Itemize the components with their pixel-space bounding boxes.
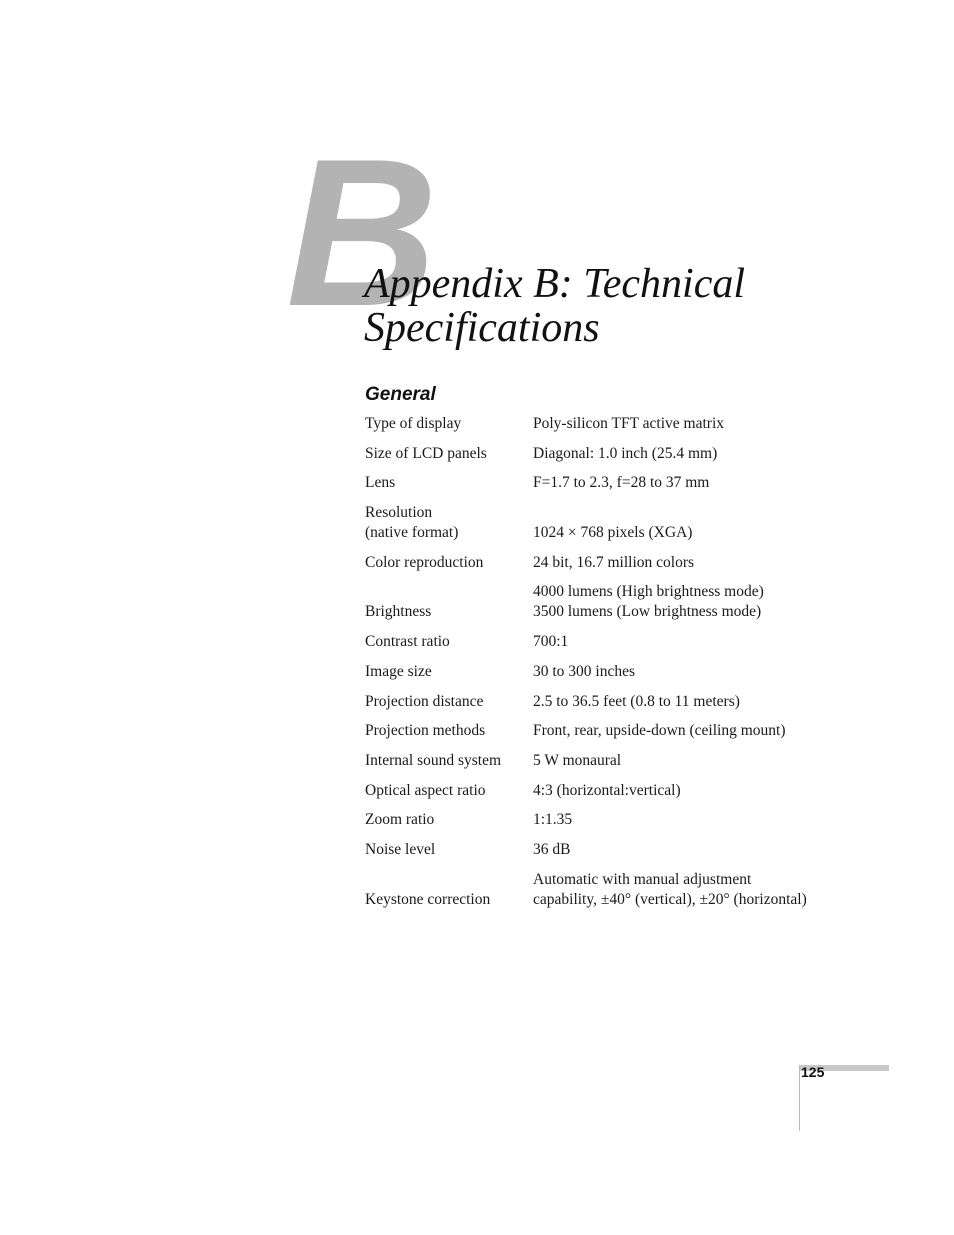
spec-value-line: 24 bit, 16.7 million colors — [533, 553, 695, 571]
spec-label-line: Lens — [365, 474, 396, 492]
chapter-title-line-2: Specifications — [364, 305, 600, 351]
spec-row — [365, 632, 835, 662]
spec-value — [533, 662, 835, 692]
spec-label-line: Zoom ratio — [365, 811, 435, 829]
spec-label-line: Projection methods — [365, 722, 486, 740]
spec-value-line: Poly-silicon TFT active matrix — [533, 415, 725, 432]
chapter-title-line-1: Appendix B: Technical — [364, 261, 746, 307]
spec-value-line: 700:1 — [533, 633, 569, 651]
spec-label — [365, 632, 533, 662]
spec-row — [365, 414, 835, 444]
spec-label-line: Noise level — [365, 840, 436, 858]
spec-label-line: Internal sound system — [365, 751, 502, 769]
spec-label — [365, 810, 533, 840]
spec-row — [365, 751, 835, 781]
spec-value-line: Diagonal: 1.0 inch (25.4 mm) — [533, 444, 718, 462]
spec-label-line: (native format) — [365, 524, 459, 542]
spec-value — [533, 810, 835, 840]
spec-row — [365, 840, 835, 870]
spec-label-line: Image size — [365, 662, 432, 680]
spec-label — [365, 662, 533, 692]
spec-label — [365, 503, 533, 553]
spec-label-line: Contrast ratio — [365, 633, 450, 651]
spec-value — [533, 553, 835, 583]
spec-label — [365, 781, 533, 811]
spec-label-line: Type of display — [365, 415, 462, 432]
spec-value — [533, 751, 835, 781]
page-number: 125 — [801, 1064, 825, 1080]
spec-value-line: 5 W monaural — [533, 751, 622, 769]
spec-label-line: Color reproduction — [365, 553, 484, 571]
spec-row — [365, 662, 835, 692]
spec-label — [365, 582, 533, 632]
spec-value-line: Front, rear, upside-down (ceiling mount) — [533, 722, 786, 740]
spec-value-line: capability, ±40° (vertical), ±20° (horizontal) — [533, 890, 807, 908]
spec-value-line: 1:1.35 — [533, 811, 573, 829]
spec-value-line: 3500 lumens (Low brightness mode) — [533, 603, 762, 621]
spec-value — [533, 414, 835, 444]
spec-row — [365, 781, 835, 811]
spec-value-line: Automatic with manual adjustment — [533, 870, 752, 888]
spec-label — [365, 692, 533, 722]
spec-label-line: Optical aspect ratio — [365, 781, 486, 799]
spec-label — [365, 473, 533, 503]
spec-value — [533, 503, 835, 553]
spec-row — [365, 721, 835, 751]
section-heading: General — [365, 384, 436, 405]
chapter-letter: B — [286, 115, 434, 350]
spec-value-line: 1024 × 768 pixels (XGA) — [533, 524, 693, 542]
spec-label — [365, 721, 533, 751]
spec-label — [365, 553, 533, 583]
spec-label-line: Keystone correction — [365, 890, 491, 908]
spec-label-line: Resolution — [365, 504, 433, 522]
spec-value — [533, 473, 835, 503]
spec-table — [365, 414, 835, 919]
spec-row — [365, 553, 835, 583]
spec-value — [533, 781, 835, 811]
spec-label — [365, 414, 533, 444]
spec-value — [533, 632, 835, 662]
spec-value — [533, 840, 835, 870]
spec-row — [365, 810, 835, 840]
spec-row — [365, 473, 835, 503]
spec-row — [365, 444, 835, 474]
spec-label-line: Projection distance — [365, 692, 484, 710]
spec-label-line: Size of LCD panels — [365, 444, 487, 462]
spec-label — [365, 870, 533, 920]
chapter-title — [364, 262, 824, 350]
spec-value-line: 4000 lumens (High brightness mode) — [533, 583, 764, 601]
spec-row — [365, 503, 835, 553]
spec-value-line: F=1.7 to 2.3, f=28 to 37 mm — [533, 474, 710, 492]
spec-value-line: 4:3 (horizontal:vertical) — [533, 781, 681, 799]
spec-value — [533, 582, 835, 632]
spec-value-line: 30 to 300 inches — [533, 662, 636, 680]
spec-row — [365, 582, 835, 632]
spec-row — [365, 870, 835, 920]
spec-value — [533, 444, 835, 474]
spec-label — [365, 751, 533, 781]
spec-value-line: 36 dB — [533, 840, 571, 858]
spec-value — [533, 721, 835, 751]
spec-value — [533, 692, 835, 722]
spec-label — [365, 444, 533, 474]
spec-table-body — [365, 414, 835, 919]
spec-value-line: 2.5 to 36.5 feet (0.8 to 11 meters) — [533, 692, 740, 710]
spec-label — [365, 840, 533, 870]
footer-rule — [799, 1065, 800, 1131]
spec-value — [533, 870, 835, 920]
spec-label-line: Brightness — [365, 603, 432, 621]
spec-row — [365, 692, 835, 722]
